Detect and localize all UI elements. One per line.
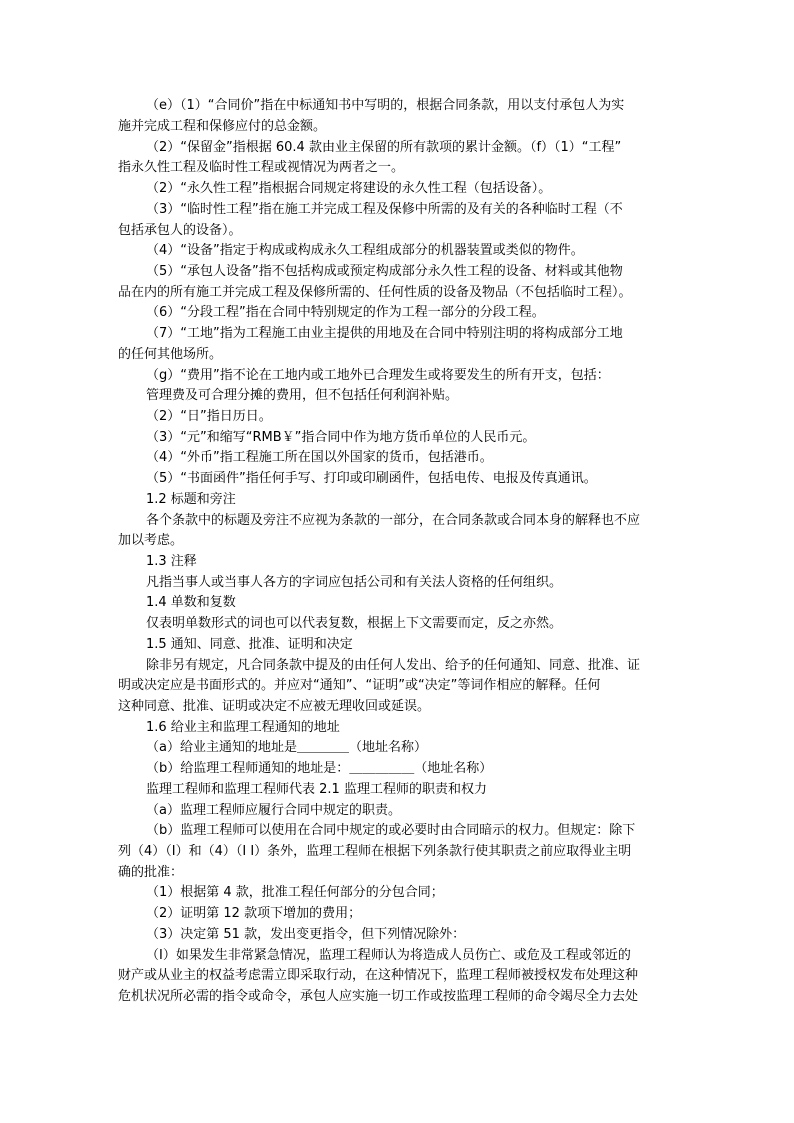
text-line: （b）给监理工程师通知的地址是：＿＿＿＿＿（地址名称） <box>146 761 493 776</box>
text-line: 各个条款中的标题及旁注不应视为条款的一部分，在合同条款或合同本身的解释也不应 <box>146 513 641 528</box>
text-line: 列（4）（I）和（4）（I I）条外，监理工程师在根据下列条款行使其职责之前应取得业主明 <box>118 844 632 859</box>
section-heading: 1.5 通知、同意、批准、证明和决定 <box>146 637 353 652</box>
text-line: 确的批准： <box>118 865 184 880</box>
text-line: （e）（1）“合同价”指在中标通知书中写明的，根据合同条款，用以支付承包人为实 <box>146 98 625 113</box>
text-line: （3）“元”和缩写“RMB￥”指合同中作为地方货币单位的人民币元。 <box>146 430 536 445</box>
text-line: （5）“书面函件”指任何手写、打印或印刷函件，包括电传、电报及传真通讯。 <box>146 471 597 486</box>
text-line: （2）“保留金”指根据 60.4 款由业主保留的所有款项的累计金额。（f）（1）“工程” <box>146 140 622 155</box>
section-heading: 监理工程师和监理工程师代表 2.1 监理工程师的职责和权力 <box>146 782 487 797</box>
text-line: 管理费及可合理分摊的费用，但不包括任何利润补贴。 <box>146 388 459 403</box>
text-line: 除非另有规定，凡合同条款中提及的由任何人发出、给予的任何通知、同意、批准、证 <box>146 658 641 673</box>
text-line: （3）“临时性工程”指在施工并完成工程及保修中所需的及有关的各种临时工程（不 <box>146 202 623 217</box>
section-heading: 1.6 给业主和监理工程通知的地址 <box>146 720 340 735</box>
text-line: 的任何其他场所。 <box>118 347 223 362</box>
text-line: 品在内的所有施工并完成工程及保修所需的、任何性质的设备及物品（不包括临时工程）。 <box>118 285 632 300</box>
text-line: 仅表明单数形式的词也可以代表复数，根据上下文需要而定，反之亦然。 <box>146 616 563 631</box>
text-line: 包括承包人的设备）。 <box>118 223 242 238</box>
text-line: （7）“工地”指为工程施工由业主提供的用地及在合同中特别注明的将构成部分工地 <box>146 326 623 341</box>
section-heading: 1.4 单数和复数 <box>146 595 236 610</box>
text-line: （g）“费用”指不论在工地内或工地外已合理发生或将要发生的所有开支，包括： <box>146 368 610 383</box>
text-line: 危机状况所必需的指令或命令，承包人应实施一切工作或按监理工程师的命令竭尽全力去处 <box>118 989 639 1004</box>
text-line: 这种同意、批准、证明或决定不应被无理收回或延误。 <box>118 699 431 714</box>
text-line: （b）监理工程师可以使用在合同中规定的或必要时由合同暗示的权力。但规定：除下 <box>146 823 636 838</box>
text-line: （4）“外币”指工程施工所在国以外国家的货币，包括港币。 <box>146 450 493 465</box>
text-line: （1）根据第 4 款，批准工程任何部分的分包合同； <box>146 885 444 900</box>
text-line: 明或决定应是书面形式的。并应对“通知”、“证明”或“决定”等词作相应的解释。任何 <box>118 678 601 693</box>
text-line: （3）决定第 51 款，发出变更指令，但下列情况除外： <box>146 927 466 942</box>
text-line: （2）“永久性工程”指根据合同规定将建设的永久性工程（包括设备）。 <box>146 181 552 196</box>
text-line: 加以考虑。 <box>118 533 184 548</box>
text-line: （5）“承包人设备”指不包括构成或预定构成部分永久性工程的设备、材料或其他物 <box>146 264 623 279</box>
section-heading: 1.3 注释 <box>146 554 197 569</box>
text-line: （a）给业主通知的地址是＿＿＿＿（地址名称） <box>146 740 427 755</box>
text-line: （I）如果发生非常紧急情况，监理工程师认为将造成人员伤亡、或危及工程或邻近的 <box>146 948 631 963</box>
text-line: （6）“分段工程”指在合同中特别规定的作为工程一部分的分段工程。 <box>146 305 545 320</box>
text-line: 财产或从业主的权益考虑需立即采取行动，在这种情况下，监理工程师被授权发布处理这种 <box>118 968 639 983</box>
text-line: （2）证明第 12 款项下增加的费用； <box>146 906 362 921</box>
text-line: （a）监理工程师应履行合同中规定的职责。 <box>146 803 401 818</box>
text-line: （2）“日”指日历日。 <box>146 409 272 424</box>
text-line: 施并完成工程和保修应付的总金额。 <box>118 119 327 134</box>
section-heading: 1.2 标题和旁注 <box>146 492 236 507</box>
text-line: 凡指当事人或当事人各方的字词应包括公司和有关法人资格的任何组织。 <box>146 575 563 590</box>
text-line: （4）“设备”指定于构成或构成永久工程组成部分的机器装置或类似的物件。 <box>146 243 584 258</box>
text-line: 指永久性工程及临时性工程或视情况为两者之一。 <box>118 160 405 175</box>
